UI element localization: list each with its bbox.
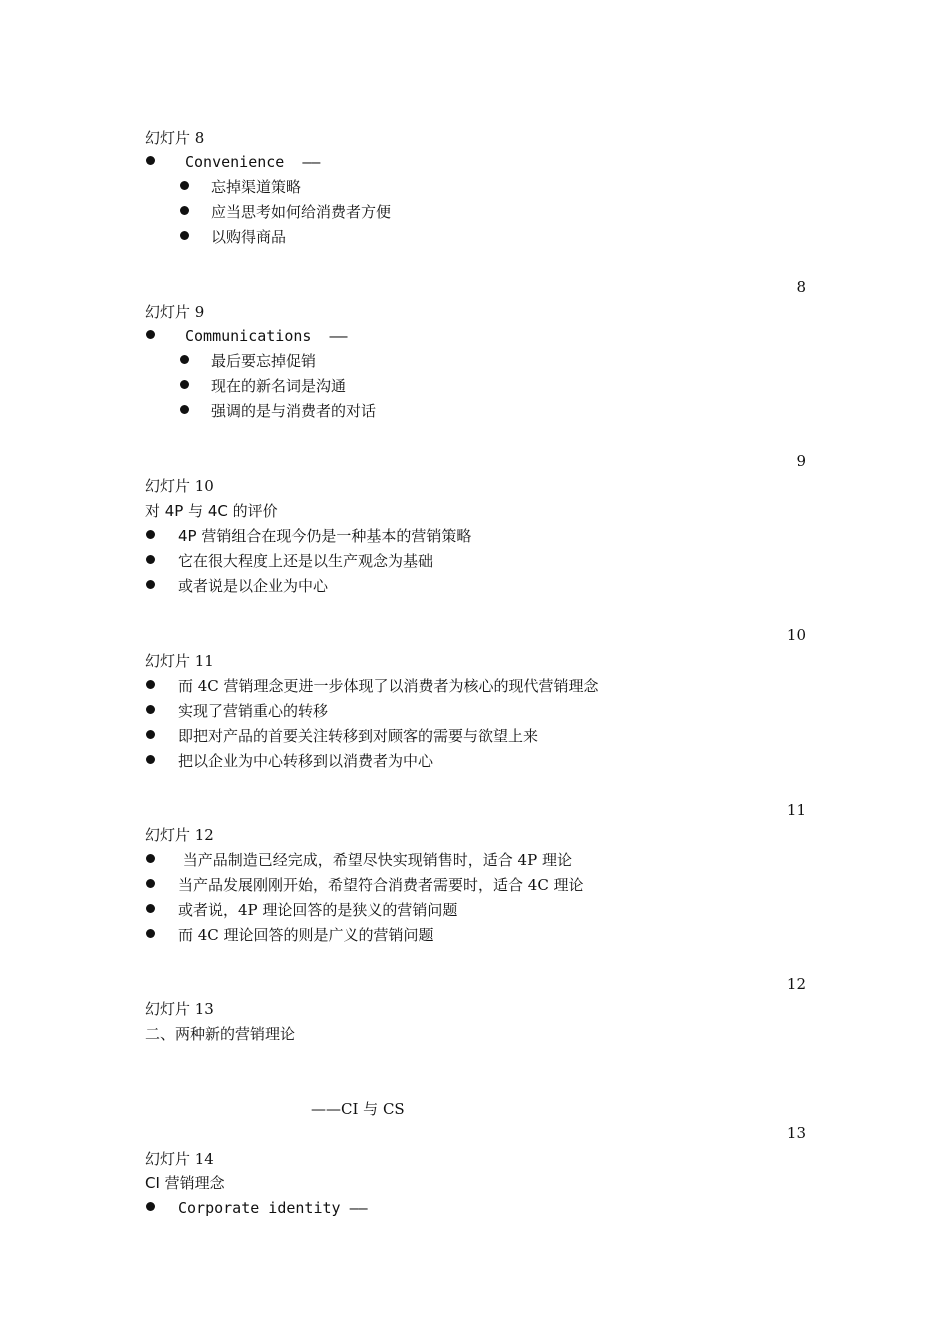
slide-label: 幻灯片 11 [145,652,214,670]
bullet-dot [146,555,155,564]
page-number: 13 [786,1124,806,1142]
list-item: 把以企业为中心转移到以消费者为中心 [178,752,434,770]
bullet-dot [146,705,155,714]
bullet-dot [146,879,155,888]
slide-title: 二、两种新的营销理论 [145,1025,296,1043]
bullet-dot [180,231,189,240]
bullet-dot [180,405,189,414]
bullet-dot [146,330,155,339]
page-number: 12 [786,975,806,993]
list-item: 现在的新名词是沟通 [211,377,347,395]
slide-label: 幻灯片 8 [145,129,205,147]
bullet-dot [146,730,155,739]
slide-label: 幻灯片 12 [145,826,214,844]
bullet-text: Communications —— [185,327,348,345]
page-number: 11 [786,801,806,819]
list-item: 强调的是与消费者的对话 [211,402,377,420]
bullet-dot [146,854,155,863]
bullet-dot [180,206,189,215]
bullet-text: Convenience —— [185,153,321,171]
list-item: 或者说，4P 理论回答的是狭义的营销问题 [178,901,458,919]
slide-label: 幻灯片 13 [145,1000,214,1018]
list-item: 即把对产品的首要关注转移到对顾客的需要与欲望上来 [178,727,539,745]
slide-subtitle: ——CI 与 CS [311,1100,405,1118]
bullet-dot [146,1202,155,1211]
list-item: 而 4C 理论回答的则是广义的营销问题 [178,926,434,944]
bullet-dot [146,156,155,165]
bullet-dot [180,355,189,364]
list-item: 它在很大程度上还是以生产观念为基础 [178,552,434,570]
list-item: 实现了营销重心的转移 [178,702,329,720]
bullet-dot [146,904,155,913]
slide-label: 幻灯片 10 [145,477,214,495]
bullet-dot [180,380,189,389]
bullet-dot [146,580,155,589]
page-number: 9 [796,452,806,470]
slide-label: 幻灯片 14 [145,1150,214,1168]
page-number: 10 [786,626,806,644]
slide-title: 对 4P 与 4C 的评价 [145,502,278,520]
bullet-dot [146,929,155,938]
page-number: 8 [796,278,806,296]
list-item: 或者说是以企业为中心 [178,577,329,595]
list-item: 以购得商品 [211,228,287,246]
list-item: 4P 营销组合在现今仍是一种基本的营销策略 [178,527,472,545]
slide-label: 幻灯片 9 [145,303,205,321]
list-item: 而 4C 营销理念更进一步体现了以消费者为核心的现代营销理念 [178,677,599,695]
list-item: 忘掉渠道策略 [211,178,302,196]
bullet-dot [180,181,189,190]
list-item: 当产品制造已经完成，希望尽快实现销售时，适合 4P 理论 [178,851,572,869]
bullet-dot [146,530,155,539]
list-item: 最后要忘掉促销 [211,352,317,370]
list-item: 当产品发展刚刚开始，希望符合消费者需要时，适合 4C 理论 [178,876,584,894]
bullet-text: Corporate identity —— [178,1199,368,1217]
bullet-dot [146,755,155,764]
list-item: 应当思考如何给消费者方便 [211,203,392,221]
bullet-dot [146,680,155,689]
slide-title: CI 营销理念 [145,1174,225,1192]
